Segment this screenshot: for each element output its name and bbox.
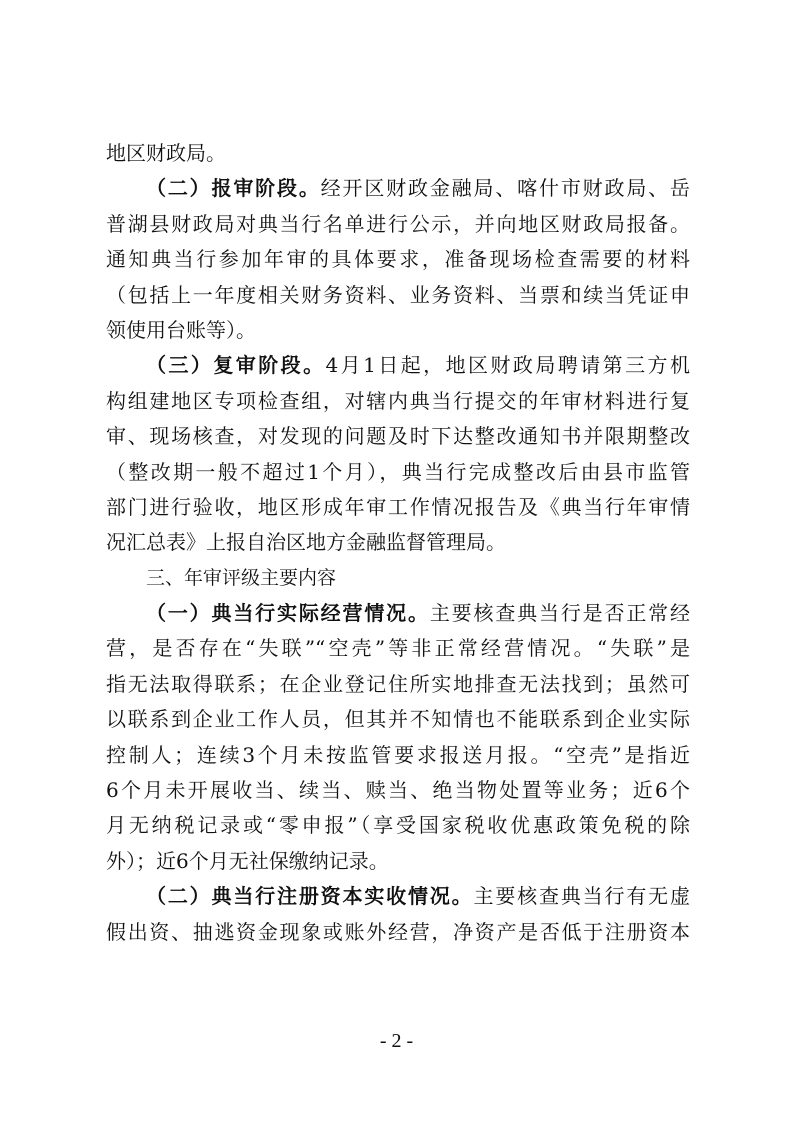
paragraph-first-line [106, 348, 690, 383]
text-line: 地区财政局。 [106, 141, 226, 165]
page-number: - 2 - [379, 1030, 414, 1052]
text-line: 控制人；连续3个月未按监管要求报送月报。“空壳”是指近 [106, 742, 690, 767]
text-line: 营，是否存在“失联”“空壳”等非正常经营情况。“失联”是 [106, 636, 690, 661]
paragraph-first-line [106, 596, 690, 631]
text-line: 审、现场核查，对发现的问题及时下达整改通知书并限期整改 [106, 424, 690, 449]
paragraph-text: 主要核查典当行是否正常经 [429, 601, 691, 626]
body-text [106, 136, 690, 950]
text-line: 指无法取得联系；在企业登记住所实地排查无法找到；虽然可 [106, 671, 690, 696]
text-line: 部门进行验收，地区形成年审工作情况报告及《典当行年审情 [106, 494, 690, 519]
paragraph-first-line [106, 171, 690, 206]
paragraph-first-line [106, 879, 690, 914]
section-heading: 三、年审评级主要内容 [146, 566, 337, 589]
paragraph-title: （二）报审阶段。 [146, 176, 321, 201]
paragraph-title: （二）典当行注册资本实收情况。 [146, 884, 474, 909]
text-line: 月无纳税记录或“零申报”（享受国家税收优惠政策免税的除 [106, 813, 690, 838]
text-line: 外）；近6个月无社保缴纳记录。 [106, 848, 389, 873]
text-line: （整改期一般不超过1个月），典当行完成整改后由县市监管 [106, 459, 690, 484]
text-line: 领使用台账等）。 [106, 317, 256, 342]
text-line: 6个月未开展收当、续当、赎当、绝当物处置等业务；近6个 [106, 778, 690, 803]
text-line: 普湖县财政局对典当行名单进行公示，并向地区财政局报备。 [106, 211, 690, 236]
paragraph-text: 主要核查典当行有无虚 [473, 884, 690, 909]
text-line: （包括上一年度相关财务资料、业务资料、当票和续当凭证申 [106, 282, 690, 307]
text-line: 构组建地区专项检查组，对辖内典当行提交的年审材料进行复 [106, 388, 690, 413]
paragraph-text: 经开区财政金融局、喀什市财政局、岳 [320, 176, 691, 201]
text-line: 假出资、抽逃资金现象或账外经营，净资产是否低于注册资本 [106, 919, 690, 944]
paragraph-text: 4月1日起，地区财政局聘请第三方机 [325, 353, 690, 378]
paragraph-title: （三）复审阶段。 [146, 353, 326, 378]
text-line: 通知典当行参加年审的具体要求，准备现场检查需要的材料 [106, 247, 690, 272]
text-line: 况汇总表》上报自治区地方金融监督管理局。 [106, 530, 506, 555]
paragraph-title: （一）典当行实际经营情况。 [146, 601, 430, 626]
text-line: 以联系到企业工作人员，但其并不知情也不能联系到企业实际 [106, 707, 690, 732]
